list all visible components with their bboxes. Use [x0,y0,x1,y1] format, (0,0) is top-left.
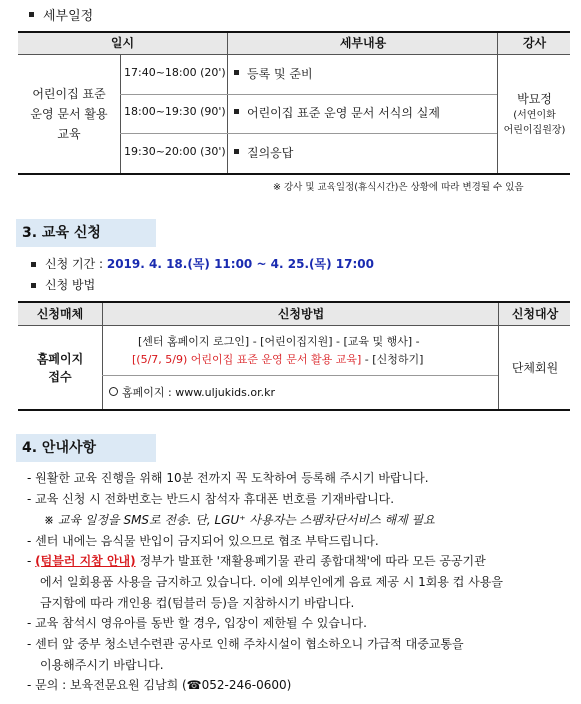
schedule-table [18,31,570,175]
bullet-icon [234,109,239,114]
tumbler-notice: (텀블러 지참 안내) [35,554,136,568]
header-content: 세부내용 [227,33,498,54]
schedule-heading: 세부일정 [43,9,94,24]
apply-period-value: 2019. 4. 18.(목) 11:00 ~ 4. 25.(목) 17:00 [106,257,374,271]
header-instructor: 강사 [497,33,571,54]
bullet-icon [234,149,239,154]
header-method: 신청방법 [102,303,499,325]
program-name: 어린이집 표준 운영 문서 활용 교육 [30,87,108,141]
header-medium: 신청매체 [36,307,84,321]
instructor-affiliation: (서연이화 어린이집원장) [503,110,566,136]
schedule-note: ※ 강사 및 교육일정(휴식시간)은 상황에 따라 변경될 수 있음 [273,182,524,193]
apply-method-label: 신청 방법 [45,278,96,292]
instructor-name: 박묘정 [517,92,552,106]
bullet-icon [234,70,239,75]
phone-icon: ☎ [186,678,202,692]
time-2: 18:00~19:30 (90') [124,105,226,118]
path-line2 [132,351,423,367]
notice-5: - 교육 참석시 영유아를 동반 할 경우, 입장이 제한될 수 있습니다. [27,616,367,630]
notice-6-line2: 이용해주시기 바랍니다. [40,658,164,672]
section3-title: 3. 교육 신청 [16,219,156,247]
apply-table [18,301,570,411]
content-3: 질의응답 [247,146,294,160]
notice-2-sub: ※ 교육 일정을 SMS로 전송. 단, LGU⁺ 사용자는 스팸차단서비스 해제 필요 [44,513,435,527]
time-3: 19:30~20:00 (30') [124,145,226,158]
program-cell [18,55,120,173]
header-target: 신청대상 [498,303,571,325]
bullet-icon [29,12,34,17]
notice-2: - 교육 신청 시 전화번호는 반드시 참석자 휴대폰 번호를 기재바랍니다. [27,492,395,506]
notice-4-line3: 금지함에 따라 개인용 컵(텀블러 등)을 지참하시기 바랍니다. [40,596,355,610]
section4-title: 4. 안내사항 [16,434,156,462]
medium-cell [18,326,102,409]
instructor-cell [497,55,571,173]
path-line2-rest: - [신청하기] [361,353,424,366]
header-datetime: 일시 [110,36,135,50]
notice-3: - 센터 내에는 음식물 반입이 금지되어 있으므로 협조 부탁드립니다. [27,534,379,548]
circle-bullet-icon [109,387,118,396]
medium-value: 홈페이지 접수 [36,351,84,384]
target-value: 단체회원 [511,361,559,375]
notice-1: - 원활한 교육 진행을 위해 10분 전까지 꼭 도착하여 등록해 주시기 바랍니다. [27,471,429,485]
apply-period [45,255,374,272]
notice-6: - 센터 앞 중부 청소년수련관 공사로 인해 주차시설이 협소하오니 가급적 대중교통을 [27,637,464,651]
content-2: 어린이집 표준 운영 문서 서식의 실제 [247,106,440,120]
notice-4-line2: 에서 일회용품 사용을 금지하고 있습니다. 이에 외부인에게 음료 제공 시 1회용 컵 사용을 [40,575,503,589]
notice-4: - (텀블러 지참 안내) 정부가 발표한 '재활용폐기물 관리 종합대책'에 따라 모든 공공기관 [27,554,486,568]
bullet-icon [31,262,36,267]
bullet-icon [31,283,36,288]
apply-period-label: 신청 기간 : [45,257,107,271]
content-1: 등록 및 준비 [247,67,313,81]
target-cell [498,326,571,409]
path-line2-red: [(5/7, 5/9) 어린이집 표준 운영 문서 활용 교육] [132,353,362,366]
time-1: 17:40~18:00 (20') [124,66,226,79]
path-line1: [센터 홈페이지 로그인] - [어린이집지원] - [교육 및 행사] - [138,335,420,348]
homepage-link[interactable]: 홈페이지 : www.uljukids.or.kr [122,386,276,399]
notice-7: - 문의 : 보육전문요원 김남희 (☎052-246-0600) [27,678,292,692]
